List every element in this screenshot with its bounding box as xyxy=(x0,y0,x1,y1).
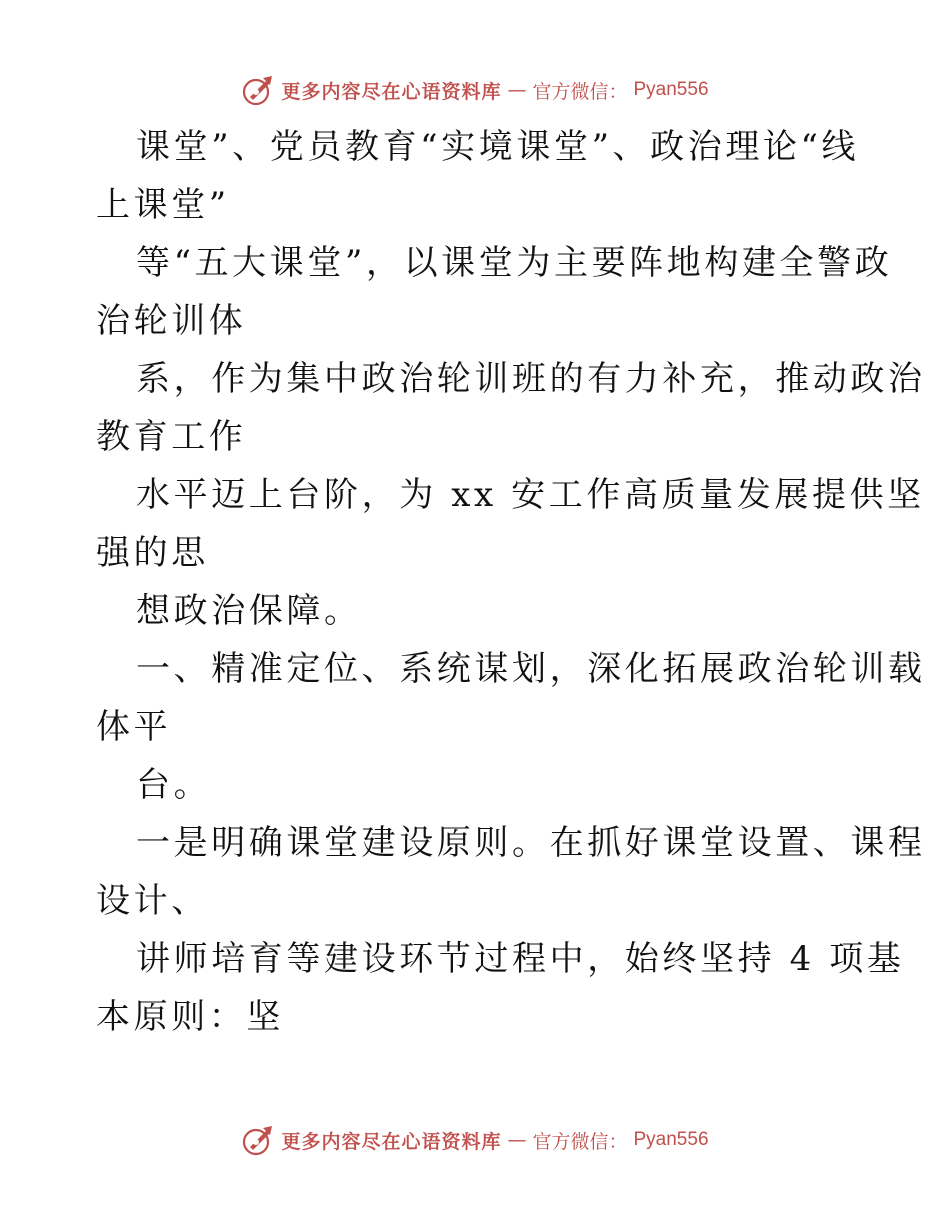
text-line: 治轮训体 xyxy=(96,301,247,341)
text-line: 强的思 xyxy=(96,533,209,573)
text-line: 设计、 xyxy=(96,881,209,921)
text-line: 水平迈上台阶，为 xx 安工作高质量发展提供坚 xyxy=(136,475,925,515)
watermark-contact-label: 官方微信： xyxy=(532,1130,628,1153)
watermark-dash: — xyxy=(507,79,527,101)
text-line: 想政治保障。 xyxy=(136,591,362,631)
watermark-contact-id: Pyan556 xyxy=(633,79,709,100)
watermark-contact-id: Pyan556 xyxy=(633,1129,709,1150)
watermark-contact-label: 官方微信： xyxy=(532,80,628,103)
text-line: 一是明确课堂建设原则。在抓好课堂设置、课程 xyxy=(136,823,926,863)
footer-watermark xyxy=(0,1120,950,1160)
text-line: 上课堂” xyxy=(96,185,230,225)
text-line: 一、精准定位、系统谋划，深化拓展政治轮训载 xyxy=(136,649,926,689)
text-line: 教育工作 xyxy=(96,417,247,457)
watermark-brand: 更多内容尽在心语资料库 xyxy=(281,1130,502,1153)
quill-pen-icon xyxy=(241,1123,275,1157)
text-line: 体平 xyxy=(96,707,172,747)
document-body xyxy=(96,118,926,1046)
text-line: 课堂”、党员教育“实境课堂”、政治理论“线 xyxy=(136,127,860,167)
text-line: 台。 xyxy=(136,765,212,805)
quill-pen-icon xyxy=(241,73,275,107)
text-line: 本原则：坚 xyxy=(96,997,284,1037)
header-watermark xyxy=(0,70,950,110)
text-line: 系，作为集中政治轮训班的有力补充，推动政治 xyxy=(136,359,926,399)
text-line: 讲师培育等建设环节过程中，始终坚持 4 项基 xyxy=(136,939,905,979)
watermark-dash: — xyxy=(507,1129,527,1151)
watermark-brand: 更多内容尽在心语资料库 xyxy=(281,80,502,103)
text-line: 等“五大课堂”，以课堂为主要阵地构建全警政 xyxy=(136,243,893,283)
